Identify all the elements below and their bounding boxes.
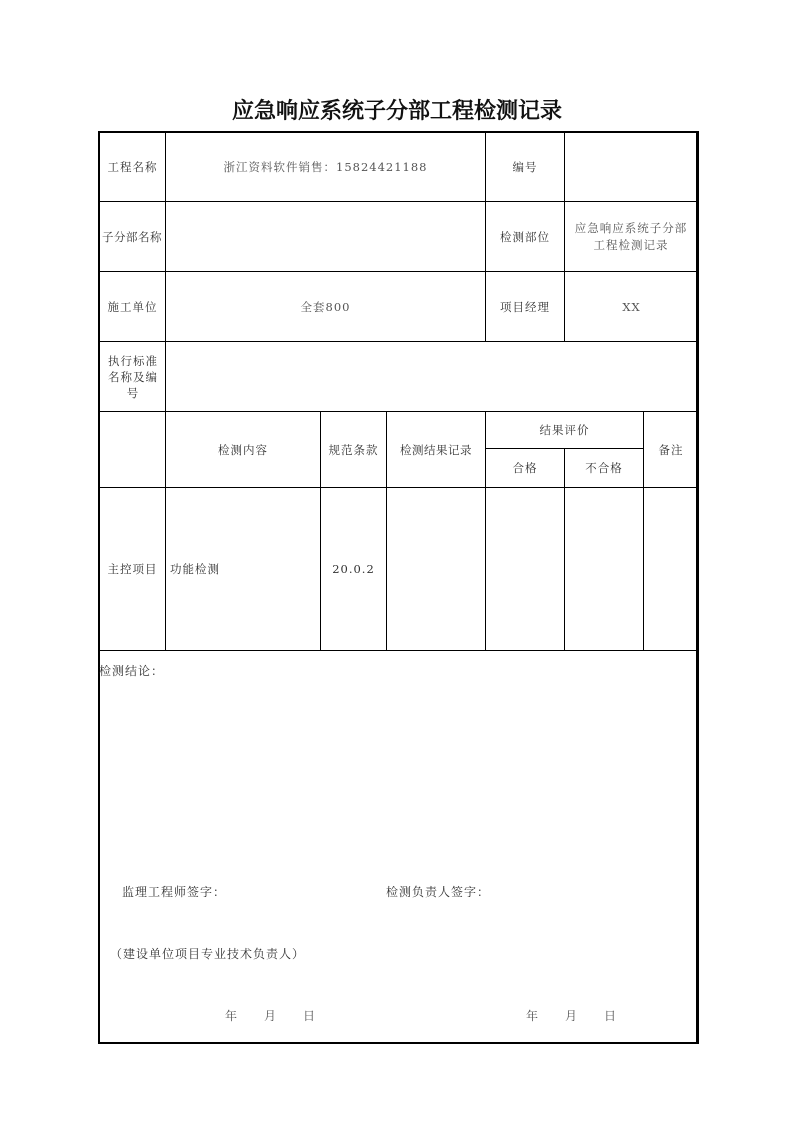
header-evaluation: 结果评价 bbox=[539, 423, 590, 437]
header-record: 检测结果记录 bbox=[400, 442, 472, 457]
document-title: 应急响应系统子分部工程检测记录 bbox=[231, 99, 562, 124]
construction-unit-label: 施工单位 bbox=[107, 299, 158, 314]
header-pass: 合格 bbox=[512, 461, 538, 475]
row-line bbox=[99, 650, 698, 651]
conclusion-label: 检测结论： bbox=[99, 664, 165, 678]
number-value bbox=[565, 133, 698, 201]
date-right: 年 月 日 bbox=[526, 1009, 618, 1023]
standard-label: 执行标准名称及编号 bbox=[108, 353, 158, 400]
project-name-label: 工程名称 bbox=[107, 160, 158, 174]
sub-division-label: 子分部名称 bbox=[102, 229, 162, 244]
inspector-signature-label: 检测负责人签字： bbox=[386, 885, 491, 899]
owner-note: （建设单位项目专业技术负责人） bbox=[110, 947, 306, 961]
date-left: 年 月 日 bbox=[225, 1009, 317, 1023]
header-fail: 不合格 bbox=[585, 461, 623, 475]
standard-value bbox=[166, 342, 698, 411]
header-content: 检测内容 bbox=[218, 442, 268, 457]
project-manager-value: XX bbox=[622, 299, 641, 314]
project-manager-label: 项目经理 bbox=[500, 299, 550, 314]
number-label: 编号 bbox=[512, 160, 538, 174]
main-item-content: 功能检测 bbox=[170, 562, 220, 576]
test-part-label: 检测部位 bbox=[500, 229, 550, 244]
test-part-value: 应急响应系统子分部工程检测记录 bbox=[574, 220, 688, 252]
supervisor-signature-label: 监理工程师签字： bbox=[122, 885, 227, 899]
construction-unit-value: 全套800 bbox=[300, 299, 351, 314]
main-item-clause: 20.0.2 bbox=[332, 562, 375, 576]
project-name-value: 浙江资料软件销售：15824421188 bbox=[223, 160, 428, 174]
main-item-label: 主控项目 bbox=[107, 562, 158, 576]
header-remark: 备注 bbox=[658, 442, 684, 457]
sub-division-value bbox=[166, 202, 485, 271]
header-clause: 规范条款 bbox=[328, 442, 379, 457]
